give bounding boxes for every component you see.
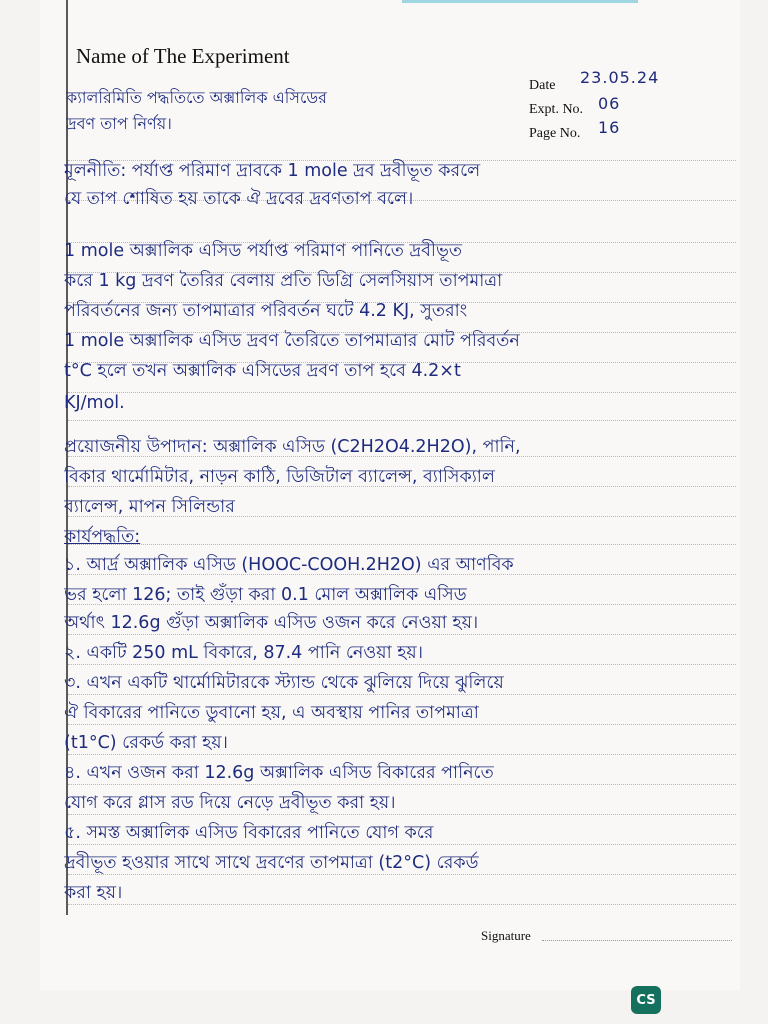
- date-value: 23.05.24: [580, 68, 660, 87]
- explanation-line: পরিবর্তনের জন্য তাপমাত্রার পরিবর্তন ঘটে 4.2 KJ, সুতরাং: [64, 301, 468, 321]
- theory-line: মূলনীতি: পর্যাপ্ত পরিমাণ দ্রাবকে 1 mole দ্রব দ্রবীভূত করলে: [64, 161, 481, 181]
- date-label: Date: [529, 78, 556, 93]
- explanation-line: 1 mole অক্সালিক এসিড দ্রবণ তৈরিতে তাপমাত্রার মোট পরিবর্তন: [64, 331, 520, 351]
- procedure-line: ঐ বিকারের পানিতে ডুবানো হয়, এ অবস্থায় পানির তাপমাত্রা: [64, 703, 479, 723]
- expt-no-label: Expt. No.: [529, 102, 584, 117]
- procedure-line: ২. একটি 250 mL বিকারে, 87.4 পানি নেওয়া হয়।: [64, 643, 423, 663]
- theory-line: যে তাপ শোষিত হয় তাকে ঐ দ্রবের দ্রবণতাপ বলে।: [64, 189, 414, 209]
- page-no-label: Page No.: [529, 126, 581, 141]
- procedure-line: ১. আর্দ্র অক্সালিক এসিড (HOOC-COOH.2H2O) এর আণবিক: [64, 555, 514, 575]
- explanation-line: t°C হলে তখন অক্সালিক এসিডের দ্রবণ তাপ হবে 4.2×t: [64, 361, 461, 381]
- procedure-line: ভর হলো 126; তাই গুঁড়া করা 0.1 মোল অক্সালিক এসিড: [64, 585, 467, 605]
- camscanner-logo: CS: [631, 986, 661, 1014]
- page-no-value: 16: [598, 118, 621, 137]
- page-title: Name of The Experiment: [76, 44, 290, 68]
- procedure-line: করা হয়।: [64, 883, 123, 903]
- top-accent-strip: [402, 0, 638, 3]
- materials-line: ব্যালেন্স, মাপন সিলিন্ডার: [64, 497, 235, 517]
- procedure-line: অর্থাৎ 12.6g গুঁড়া অক্সালিক এসিড ওজন করে নেওয়া হয়।: [64, 613, 479, 633]
- ruled-line: [68, 420, 736, 421]
- explanation-line: করে 1 kg দ্রবণ তৈরির বেলায় প্রতি ডিগ্রি সেলসিয়াস তাপমাত্রা: [64, 271, 503, 291]
- materials-line: প্রয়োজনীয় উপাদান: অক্সালিক এসিড (C2H2O4.2H2O), পানি,: [64, 437, 521, 457]
- experiment-name-line: দ্রবণ তাপ নির্ণয়।: [66, 114, 172, 133]
- procedure-heading: কার্যপদ্ধতি:: [64, 527, 141, 547]
- procedure-line: ৫. সমস্ত অক্সালিক এসিড বিকারের পানিতে যোগ করে: [64, 823, 434, 843]
- explanation-line: KJ/mol.: [64, 393, 125, 413]
- materials-line: বিকার থার্মোমিটার, নাড়ন কাঠি, ডিজিটাল ব্যালেন্স, ব্যাসিক্যাল: [64, 467, 495, 487]
- procedure-line: দ্রবীভূত হওয়ার সাথে সাথে দ্রবণের তাপমাত্রা (t2°C) রেকর্ড: [64, 853, 479, 873]
- procedure-line: (t1°C) রেকর্ড করা হয়।: [64, 733, 228, 753]
- signature-label: Signature: [481, 928, 531, 943]
- experiment-name-line: ক্যালরিমিতি পদ্ধতিতে অক্সালিক এসিডের: [66, 88, 327, 107]
- procedure-line: যোগ করে গ্লাস রড দিয়ে নেড়ে দ্রবীভূত করা হয়।: [64, 793, 396, 813]
- procedure-line: ৩. এখন একটি থার্মোমিটারকে স্ট্যান্ড থেকে ঝুলিয়ে দিয়ে ঝুলিয়ে: [64, 673, 504, 693]
- procedure-line: ৪. এখন ওজন করা 12.6g অক্সালিক এসিড বিকারের পানিতে: [64, 763, 494, 783]
- expt-no-value: 06: [598, 94, 621, 113]
- explanation-line: 1 mole অক্সালিক এসিড পর্যাপ্ত পরিমাণ পানিতে দ্রবীভূত: [64, 241, 463, 261]
- signature-line: [542, 940, 732, 941]
